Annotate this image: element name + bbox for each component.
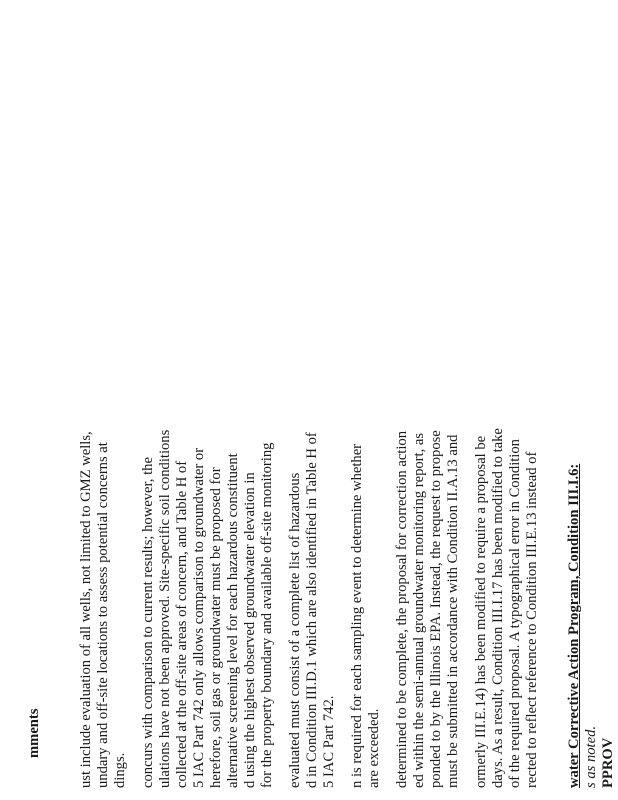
paragraph-line: 5 IAC Part 742. bbox=[321, 695, 337, 788]
paragraph-line: n is required for each sampling event to determine whether bbox=[349, 443, 365, 788]
cutoff-line: PPROV bbox=[600, 737, 616, 788]
paragraph-line: rected to reflect reference to Condition III.E.13 instead of bbox=[524, 451, 540, 788]
paragraph-line: ed within the semi-annual groundwater monitoring report, as bbox=[411, 432, 427, 788]
paragraph-line: herefore, soil gas or groundwater must be proposed for bbox=[208, 467, 224, 788]
paragraph-line: ormerly III.E.14) has been modified to require a proposal be bbox=[473, 435, 489, 788]
paragraph-line: undary and off-site locations to assess potential concerns at bbox=[95, 442, 111, 788]
paragraph-line: d using the highest observed groundwater elevation in bbox=[242, 472, 258, 788]
paragraph-line: ponded to by the Illinois EPA. Instead, the request to propose bbox=[428, 430, 444, 788]
paragraph-line: of the required proposal. A typographical error in Condition bbox=[507, 439, 523, 788]
paragraph-line: alternative screening level for each hazardous constituent bbox=[225, 453, 241, 788]
paragraph-line: ulations have not been approved. Site-specific soil conditions bbox=[157, 429, 173, 788]
paragraph-line: d in Condition III.D.1 which are also identified in Table H of bbox=[304, 432, 320, 788]
section-heading: mments bbox=[26, 708, 42, 758]
paragraph-line: 5 IAC Part 742 only allows comparison to groundwater or bbox=[191, 447, 207, 788]
paragraph-line: concurs with comparison to current results; however, the bbox=[140, 457, 156, 788]
paragraph-line: dings. bbox=[112, 752, 128, 788]
section-title: water Corrective Action Program, Condition III.I.6: bbox=[566, 463, 582, 788]
paragraph-line: days. As a result, Condition III.I.17 has been modified to take bbox=[490, 428, 506, 788]
paragraph-line: collected at the off-site areas of concern, and Table H of bbox=[174, 460, 190, 788]
paragraph-line: for the property boundary and available off-site monitoring bbox=[259, 442, 275, 788]
paragraph-line: are exceeded. bbox=[366, 708, 382, 788]
paragraph-line: ust include evaluation of all wells, not limited to GMZ wells, bbox=[78, 431, 94, 788]
paragraph-line: evaluated must consist of a complete list of hazardous bbox=[287, 472, 303, 788]
paragraph-line: determined to be complete, the proposal for correction action bbox=[394, 430, 410, 788]
section-note: s as noted. bbox=[583, 725, 599, 788]
paragraph-line: must be submitted in accordance with Condition II.A.13 and bbox=[445, 434, 461, 788]
